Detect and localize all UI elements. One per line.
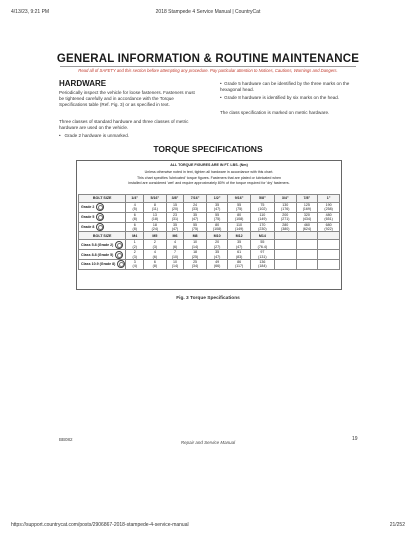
torque-cell: 15 (20) [166, 203, 184, 213]
torque-cell: 55 (76.4) [250, 240, 274, 250]
torque-cell: 280 (380) [274, 222, 296, 232]
bullet-text: Grade 5 hardware can be identified by the three marks on the hexagonal head. [220, 81, 350, 92]
torque-cell: 2 (3) [144, 240, 166, 250]
torque-cell: 110 (149) [228, 222, 250, 232]
table-row [79, 222, 340, 232]
safety-warning: Read all of SAFETY and this section before attempting any procedure. Pay particular attention to Notices, Cautions, Warnings and Dangers. [78, 68, 338, 73]
torque-cell: 35 (47) [184, 212, 206, 222]
manual-label: Repair and Service Manual [180, 440, 236, 445]
torque-cell: 18 (25) [184, 250, 206, 260]
section-title: GENERAL INFORMATION & ROUTINE MAINTENANCE [56, 53, 360, 65]
torque-cell: 24 (33) [184, 203, 206, 213]
row-label-text: Class 8.8 (Grade 5) [81, 252, 114, 257]
bolt-head-icon [115, 251, 123, 259]
size-header-cell: M12 [228, 232, 250, 240]
torque-cell: 61 (83) [228, 250, 250, 260]
torque-cell: 460 (624) [296, 222, 318, 232]
size-header-cell: 5/8" [250, 195, 274, 203]
torque-grid [78, 194, 340, 270]
row-label-text: Class 5.8 (Grade 2) [81, 242, 114, 247]
hardware-heading: HARDWARE [59, 79, 107, 88]
size-header-cell: 1/2" [206, 195, 228, 203]
torque-cell: 35 (47) [166, 222, 184, 232]
size-header-cell: 1/4" [126, 195, 144, 203]
table-row [79, 250, 340, 260]
torque-cell: 55 (75) [228, 203, 250, 213]
table-row [79, 203, 340, 213]
torque-cell: 10 (14) [184, 240, 206, 250]
torque-cell [318, 250, 340, 260]
bolt-head-icon [96, 213, 104, 221]
torque-cell: 680 (922) [318, 222, 340, 232]
row-label-text: Class 10.9 (Grade 8) [81, 262, 116, 267]
size-header-cell [318, 232, 340, 240]
torque-cell: 55 (75) [206, 212, 228, 222]
torque-cell [296, 250, 318, 260]
torque-cell: 110 (149) [250, 212, 274, 222]
torque-cell [274, 240, 296, 250]
title-rule [60, 66, 356, 67]
table-header-row [79, 195, 340, 203]
size-header-cell: 9/16" [228, 195, 250, 203]
table-note-1: Unless otherwise noted in text, tighten all hardware in accordance with this chart. [144, 170, 274, 174]
browser-datetime: 4/13/23, 9:21 PM [11, 9, 50, 15]
size-header-cell: M4 [126, 232, 144, 240]
torque-cell: 23 (31) [166, 212, 184, 222]
size-header-cell: 1" [318, 195, 340, 203]
browser-page-title: 2018 Stampede 4 Service Manual | CountryCat [155, 9, 261, 15]
torque-cell: 4 (6) [166, 240, 184, 250]
torque-cell: 8 (11) [144, 203, 166, 213]
torque-cell: 6 (8) [144, 260, 166, 270]
torque-cell: 80 (108) [228, 212, 250, 222]
torque-cell: 1 (2) [126, 240, 144, 250]
torque-cell [318, 240, 340, 250]
torque-heading: TORQUE SPECIFICATIONS [153, 144, 263, 154]
torque-cell: 2 (3) [126, 250, 144, 260]
torque-cell: 3 (4) [126, 260, 144, 270]
torque-cell: 10 (14) [166, 260, 184, 270]
bullet-dot: • [220, 81, 225, 86]
size-header-cell: M5 [144, 232, 166, 240]
table-row [79, 240, 340, 250]
torque-cell: 136 (184) [250, 260, 274, 270]
torque-cell: 6 (8) [126, 222, 144, 232]
torque-cell: 35 (47) [228, 240, 250, 250]
row-label [79, 212, 126, 222]
table-note-units: ALL TORQUE FIGURES ARE IN FT. LBS. (Nm) [170, 163, 248, 167]
torque-cell: 75 (102) [250, 203, 274, 213]
torque-cell: 20 (27) [206, 240, 228, 250]
torque-cell: 190 (258) [318, 203, 340, 213]
bullet-grade-5 [220, 81, 360, 93]
bullet-grade-8 [220, 95, 360, 101]
torque-table [76, 160, 342, 290]
hardware-paragraph-2: Three classes of standard hardware and three classes of metric hardware are used on the vehicle. [59, 119, 189, 130]
torque-cell: 35 (47) [206, 250, 228, 260]
torque-cell [274, 250, 296, 260]
size-header-cell: M8 [184, 232, 206, 240]
bullet-text: Grade 2 hardware is unmarked. [64, 133, 130, 138]
torque-cell: 4 (6) [144, 250, 166, 260]
torque-cell: 4 (5) [126, 203, 144, 213]
torque-cell: 80 (108) [206, 222, 228, 232]
bolt-head-icon [96, 203, 104, 211]
torque-cell: 130 (176) [274, 203, 296, 213]
browser-url: https://support.countrycat.com/posts/2906867-2018-stampede-4-service-manual [11, 522, 189, 528]
table-header-row [79, 232, 340, 240]
row-label [79, 250, 126, 260]
bullet-dot: • [59, 133, 65, 138]
bolt-head-icon [115, 241, 123, 249]
browser-page-count: 21/252 [389, 522, 405, 528]
hardware-paragraph-1: Periodically inspect the vehicle for loose fasteners. Fasteners must be tightened carefully and in accordance with the Torque Specifications table (Ref. Fig. 3) or as specified in text. [59, 90, 195, 107]
row-label [79, 260, 126, 270]
bolt-size-header: BOLT SIZE [79, 232, 126, 240]
size-header-cell: M10 [206, 232, 228, 240]
torque-cell: 97 (131) [250, 250, 274, 260]
bolt-head-icon [96, 223, 104, 231]
torque-cell: 200 (271) [274, 212, 296, 222]
torque-cell: 13 (18) [144, 212, 166, 222]
class-note: The class specification is marked on metric hardware. [220, 110, 330, 115]
page-code: BB082 [59, 437, 73, 442]
bolt-head-icon [117, 260, 125, 268]
torque-cell: 49 (66) [206, 260, 228, 270]
row-label [79, 222, 126, 232]
table-row [79, 212, 340, 222]
table-note-3: installed are considered 'wet' and require approximately 80% of the torque required for 'dry' fasteners. [128, 181, 290, 185]
torque-cell [296, 240, 318, 250]
table-row [79, 260, 340, 270]
torque-cell: 25 (34) [184, 260, 206, 270]
size-header-cell [274, 232, 296, 240]
torque-cell [318, 260, 340, 270]
row-label-text: Grade 5 [81, 215, 95, 220]
bullet-grade-2 [59, 133, 199, 139]
torque-cell: 55 (75) [184, 222, 206, 232]
torque-cell: 480 (651) [318, 212, 340, 222]
size-header-cell: M6 [166, 232, 184, 240]
size-header-cell: 5/16" [144, 195, 166, 203]
size-header-cell: M14 [250, 232, 274, 240]
torque-cell [274, 260, 296, 270]
row-label-text: Grade 8 [81, 224, 95, 229]
torque-cell: 320 (434) [296, 212, 318, 222]
size-header-cell: 7/16" [184, 195, 206, 203]
torque-cell: 7 (10) [166, 250, 184, 260]
torque-cell: 35 (47) [206, 203, 228, 213]
row-label [79, 240, 126, 250]
row-label [79, 203, 126, 213]
torque-cell [296, 260, 318, 270]
torque-cell: 18 (24) [144, 222, 166, 232]
bullet-text: Grade 8 hardware is identified by six marks on the head. [224, 95, 340, 100]
figure-caption: Fig. 3 Torque Specifications [176, 296, 240, 301]
torque-cell: 125 (169) [296, 203, 318, 213]
bolt-size-header: BOLT SIZE [79, 195, 126, 203]
size-header-cell: 3/4" [274, 195, 296, 203]
bullet-dot: • [220, 95, 225, 100]
size-header-cell: 3/8" [166, 195, 184, 203]
torque-cell: 170 (230) [250, 222, 274, 232]
page-number: 19 [352, 436, 358, 442]
table-note-2: This chart specifies 'lubricated' torque figures. Fasteners that are plated or lubricated when [137, 176, 281, 180]
row-label-text: Grade 2 [81, 205, 95, 210]
size-header-cell: 7/8" [296, 195, 318, 203]
size-header-cell [296, 232, 318, 240]
torque-cell: 6 (8) [126, 212, 144, 222]
torque-cell: 86 (117) [228, 260, 250, 270]
